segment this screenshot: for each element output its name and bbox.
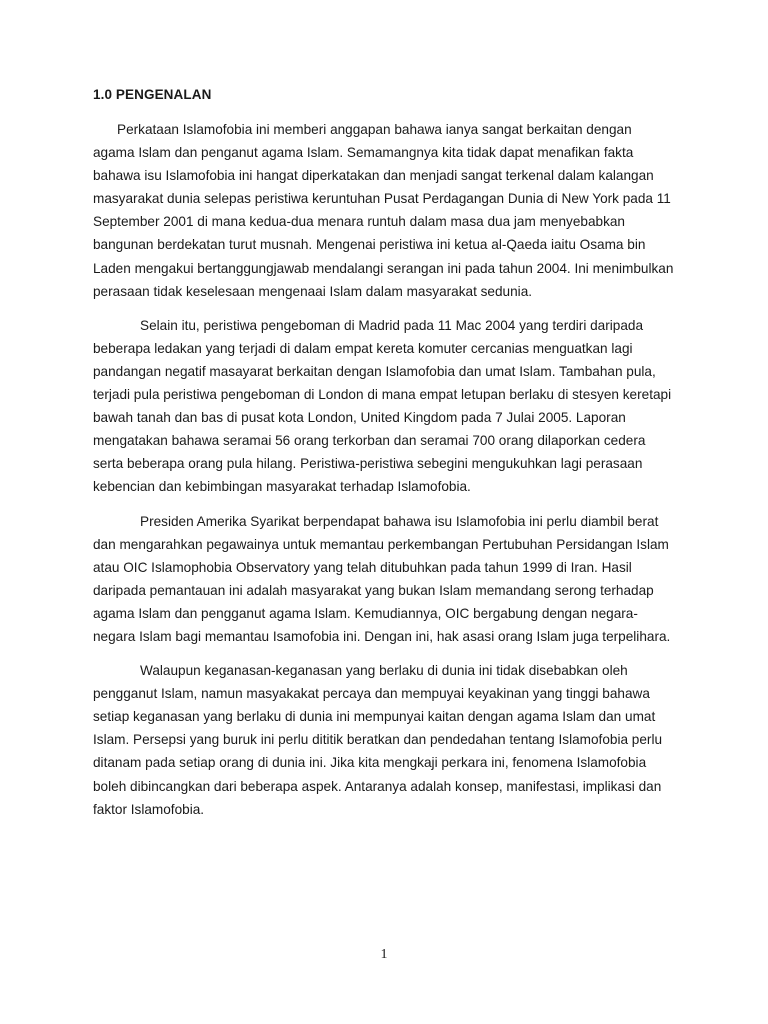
page-number: 1 [380, 947, 388, 962]
body-text [93, 118, 676, 832]
paragraph-1: Perkataan Islamofobia ini memberi anggapan bahawa ianya sangat berkaitan dengan agama Islam dan penganut agama Islam. Semamangnya kita tidak dapat menafikan fakta bahawa isu Islamofobia ini hangat diperkatakan dan menjadi sangat terkenal dalam kalangan masyarakat dunia selepas peristiwa keruntuhan Pusat Perdagangan Dunia di New York pada 11 September 2001 di mana kedua-dua menara runtuh dalam masa dua jam menyebabkan bangunan berdekatan turut musnah. Mengenai peristiwa ini ketua al-Qaeda iaitu Osama bin Laden mengakui bertanggungjawab mendalangi serangan ini pada tahun 2004. Ini menimbulkan perasaan tidak keselesaan mengenaai Islam dalam masyarakat sedunia. [93, 122, 674, 299]
paragraph-3: Presiden Amerika Syarikat berpendapat bahawa isu Islamofobia ini perlu diambil berat dan mengarahkan pegawainya untuk memantau perkembangan Pertubuhan Persidangan Islam atau OIC Islamophobia Observatory yang telah ditubuhkan pada tahun 1999 di Iran. Hasil daripada pemantauan ini adalah masyarakat yang bukan Islam memandang serong terhadap agama Islam dan pengganut agama Islam. Kemudiannya, OIC bergabung dengan negara-negara Islam bagi memantau Isamofobia ini. Dengan ini, hak asasi orang Islam juga terpelihara. [93, 513, 671, 644]
section-heading: 1.0 PENGENALAN [93, 87, 212, 102]
paragraph-4: Walaupun keganasan-keganasan yang berlaku di dunia ini tidak disebabkan oleh pengganut Islam, namun masyakakat percaya dan mempuyai keyakinan yang tinggi bahawa setiap keganasan yang berlaku di dunia ini mempunyai kaitan dengan agama Islam dan umat Islam. Persepsi yang buruk ini perlu dititik beratkan dan pendedahan tentang Islamofobia perlu ditanam pada setiap orang di dunia ini. Jika kita mengkaji perkara ini, fenomena Islamofobia boleh dibincangkan dari beberapa aspek. Antaranya adalah konsep, manifestasi, implikasi dan faktor Islamofobia. [93, 663, 663, 817]
paragraph-2: Selain itu, peristiwa pengeboman di Madrid pada 11 Mac 2004 yang terdiri daripada beberapa ledakan yang terjadi di dalam empat kereta komuter cercanias menguatkan lagi pandangan negatif masayarat berkaitan dengan Islamofobia dan umat Islam. Tambahan pula, terjadi pula peristiwa pengeboman di London di mana empat letupan berlaku di stesyen keretapi bawah tanah dan bas di pusat kota London, United Kingdom pada 7 Julai 2005. Laporan mengatakan bahawa seramai 56 orang terkorban dan seramai 700 orang dilaporkan cedera serta beberapa orang pula hilang. Peristiwa-peristiwa sebegini mengukuhkan lagi perasaan kebencian dan kebimbingan masyarakat terhadap Islamofobia. [93, 317, 672, 495]
